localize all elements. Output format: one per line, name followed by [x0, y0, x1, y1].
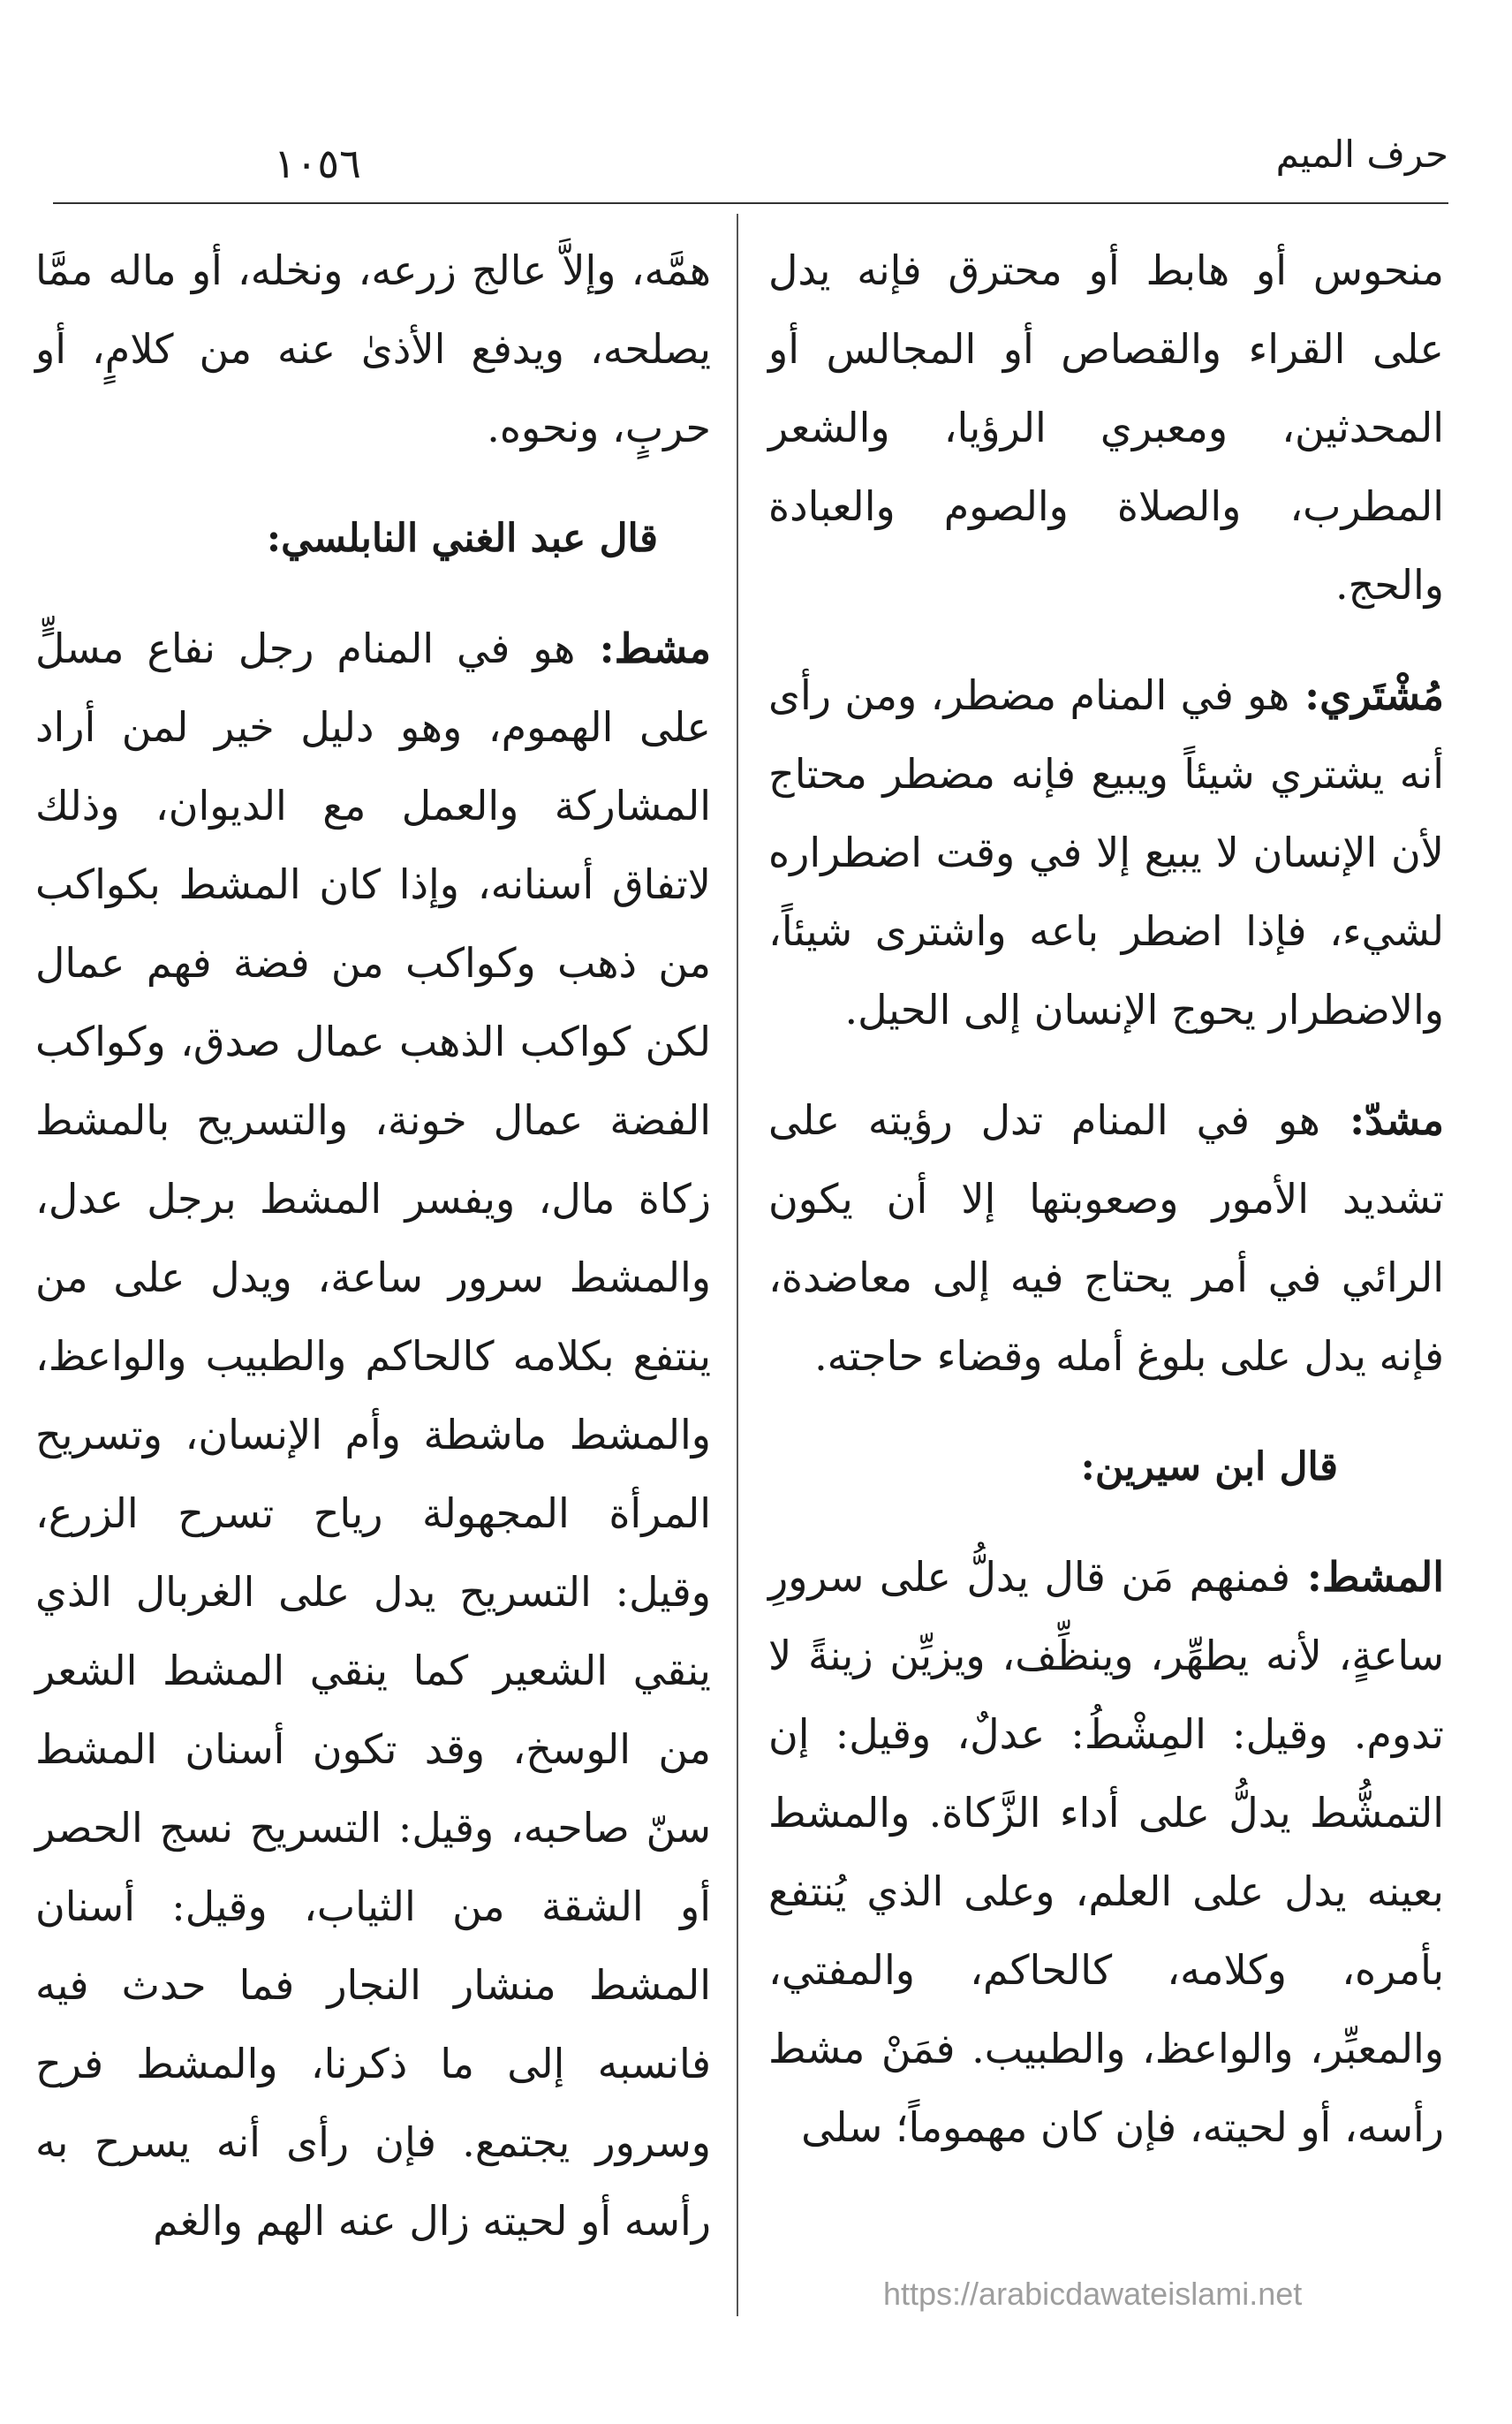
- running-title: حرف الميم: [1275, 133, 1448, 176]
- entry-paragraph: [768, 1081, 1444, 1396]
- entry-paragraph: [768, 231, 1444, 625]
- left-column: [35, 231, 711, 2292]
- entry-text: فمنهم مَن قال يدلُّ على سرورِ ساعةٍ، لأنه يطهِّر، وينظِّف، ويزيِّن زينةً لا تدوم. وقيل: المِشْطُ: عدلٌ، وقيل: إن التمشُّط يدلُّ على أداء الزَّكاة. والمشط بعينه يدل على العلم، وعلى الذي يُنتفع بأمره، وكلامه، كالحاكم، والمفتي، والمعبِّر، والواعظ، والطبيب. فمَنْ مشط رأسه، أو لحيته، فإن كان مهموماً؛ سلى: [768, 1553, 1444, 2151]
- entry-term: مشدّ:: [1319, 1096, 1444, 1144]
- header-rule: [53, 202, 1448, 204]
- entry-paragraph: [35, 610, 711, 2261]
- entry-term: المشط:: [1289, 1553, 1444, 1601]
- entry-text: همَّه، وإلاَّ عالج زرعه، ونخله، أو ماله ممَّا يصلحه، ويدفع الأذىٰ عنه من كلامٍ، أو حربٍ، ونحوه.: [35, 246, 711, 451]
- watermark-url: https://arabicdawateislami.net: [883, 2276, 1303, 2312]
- section-heading: قال عبد الغني النابلسي:: [266, 516, 658, 561]
- section-heading: قال ابن سيرين:: [1080, 1444, 1338, 1489]
- entry-paragraph: [768, 656, 1444, 1049]
- entry-text: هو في المنام مضطر، ومن رأى أنه يشتري شيئاً ويبيع فإنه مضطر محتاج لأن الإنسان لا يبيع إلا في وقت اضطراره لشيء، فإذا اضطر باعه واشترى شيئاً، والاضطرار يحوج الإنسان إلى الحيل.: [768, 671, 1444, 1034]
- entry-text: هو في المنام تدل رؤيته على تشديد الأمور وصعوبتها إلا أن يكون الرائي في أمر يحتاج فيه إلى معاضدة، فإنه يدل على بلوغ أمله وقضاء حاجته.: [768, 1096, 1444, 1380]
- right-column: [768, 231, 1444, 2199]
- page-header: [53, 124, 1448, 194]
- entry-paragraph: [768, 1538, 1444, 2167]
- entry-term: مُشْتَري:: [1289, 671, 1445, 719]
- entry-text: منحوس أو هابط أو محترق فإنه يدل على القراء والقصاص أو المجالس أو المحدثين، ومعبري الرؤيا، والشعر المطرب، والصلاة والصوم والعبادة والحج.: [768, 246, 1444, 609]
- column-divider: [737, 214, 738, 2316]
- entry-term: مشط:: [575, 625, 711, 672]
- entry-paragraph: [35, 231, 711, 467]
- entry-text: هو في المنام رجل نفاع مسلٍّ على الهموم، وهو دليل خير لمن أراد المشاركة والعمل مع الديوان، وذلك لاتفاق أسنانه، وإذا كان المشط بكواكب من ذهب وكواكب من فضة فهم عمال لكن كواكب الذهب عمال صدق، وكواكب الفضة عمال خونة، والتسريح بالمشط زكاة مال، ويفسر المشط برجل عدل، والمشط سرور ساعة، ويدل على من ينتفع بكلامه كالحاكم والطبيب والواعظ، والمشط ماشطة وأم الإنسان، وتسريح المرأة المجهولة رياح تسرح الزرع، وقيل: التسريح يدل على الغربال الذي ينقي الشعير كما ينقي المشط الشعر من الوسخ، وقد تكون أسنان المشط سنّ صاحبه، وقيل: التسريح نسج الحصر أو الشقة من الثياب، وقيل: أسنان المشط منشار النجار فما حدث فيه فانسبه إلى ما ذكرنا، والمشط فرح وسرور يجتمع. فإن رأى أنه يسرح به رأسه أو لحيته زال عنه الهم والغم: [35, 625, 711, 2245]
- page-number: ١٠٥٦: [274, 140, 361, 187]
